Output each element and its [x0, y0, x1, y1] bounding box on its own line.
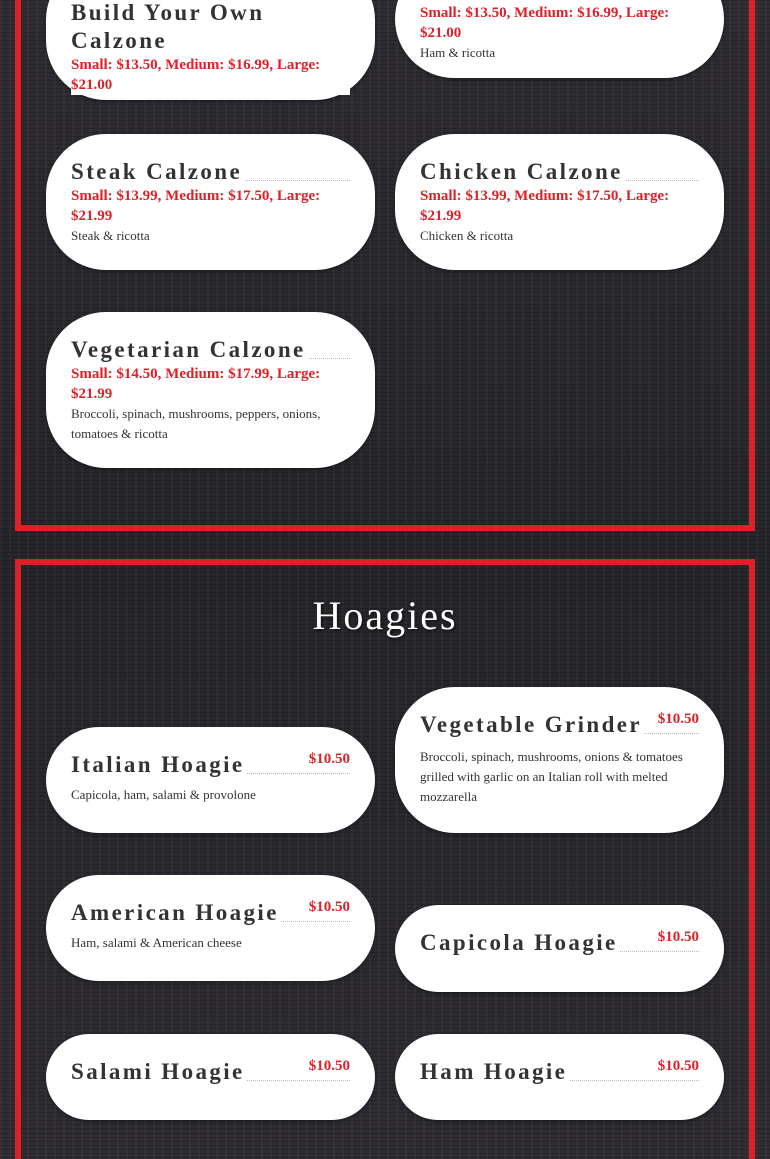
item-description: Broccoli, spinach, mushrooms, onions & tomatoes grilled with garlic on an Italian roll with melted mozzarella	[420, 749, 683, 804]
item-price: $10.50	[654, 1058, 699, 1075]
item-name: Vegetable Grinder	[420, 712, 643, 737]
item-name-line2: Calzone	[71, 27, 350, 55]
item-name: American Hoagie	[71, 900, 279, 925]
item-description: Capicola, ham, salami & provolone	[71, 787, 256, 802]
item-price: $10.50	[305, 1058, 350, 1075]
item-name: Chicken Calzone	[420, 159, 623, 184]
item-price: Small: $13.99, Medium: $17.50, Large: $21.99	[71, 186, 350, 226]
item-name: Build Your Own	[71, 0, 350, 27]
item-price: Small: $13.50, Medium: $16.99, Large: $21.00	[71, 55, 350, 95]
menu-item-salami-hoagie[interactable]	[46, 1034, 375, 1120]
item-description: Chicken & ricotta	[420, 228, 514, 243]
item-price: Small: $13.99, Medium: $17.50, Large: $21.99	[420, 186, 699, 226]
menu-item-italian-hoagie[interactable]	[46, 727, 375, 833]
item-price: $10.50	[305, 751, 350, 768]
item-description: Ham & ricotta	[420, 45, 496, 60]
item-description: Broccoli, spinach, mushrooms, peppers, onions, tomatoes & ricotta	[71, 406, 321, 441]
menu-item-steak-calzone[interactable]	[46, 134, 375, 270]
item-price: $10.50	[654, 711, 699, 728]
menu-item-capicola-hoagie[interactable]	[395, 905, 724, 992]
item-name: Salami Hoagie	[71, 1059, 245, 1084]
item-name: Steak Calzone	[71, 159, 243, 184]
item-price: Small: $13.50, Medium: $16.99, Large: $21.00	[420, 3, 699, 43]
section-title-hoagies: Hoagies	[312, 593, 458, 638]
item-description: Steak & ricotta	[71, 228, 150, 243]
menu-item-ham-calzone[interactable]	[395, 0, 724, 78]
item-name: Vegetarian Calzone	[71, 337, 306, 362]
menu-item-build-your-own-calzone[interactable]	[46, 0, 375, 100]
item-description: Ham, salami & American cheese	[71, 935, 242, 950]
menu-item-american-hoagie[interactable]	[46, 875, 375, 981]
menu-item-vegetable-grinder[interactable]	[395, 687, 724, 833]
item-price: Small: $14.50, Medium: $17.99, Large: $21.99	[71, 364, 350, 404]
menu-item-vegetarian-calzone[interactable]	[46, 312, 375, 468]
item-price: $10.50	[654, 929, 699, 946]
item-name: Capicola Hoagie	[420, 930, 618, 955]
item-name: Ham Hoagie	[420, 1059, 568, 1084]
menu-item-ham-hoagie[interactable]	[395, 1034, 724, 1120]
menu-item-chicken-calzone[interactable]	[395, 134, 724, 270]
item-price: $10.50	[305, 899, 350, 916]
item-name: Italian Hoagie	[71, 752, 245, 777]
